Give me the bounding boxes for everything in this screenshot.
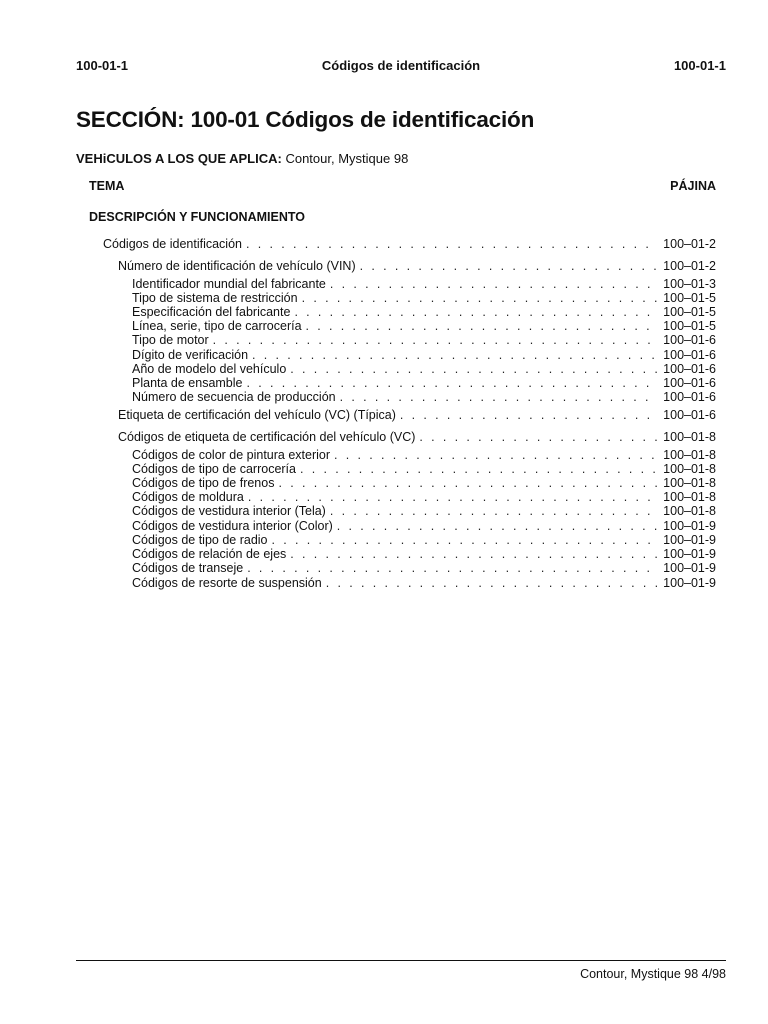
toc-entry-page: 100–01-6 — [663, 333, 716, 347]
toc-entry[interactable] — [132, 533, 716, 547]
toc-entry[interactable] — [132, 291, 716, 305]
toc-entry-page: 100–01-9 — [663, 576, 716, 590]
toc-entry[interactable] — [132, 490, 716, 504]
toc-dot-leader — [290, 547, 657, 561]
toc-entry-title: Códigos de transeje — [132, 561, 244, 575]
toc-dot-leader — [247, 376, 658, 390]
toc-entry-page: 100–01-5 — [663, 291, 716, 305]
toc-entry[interactable] — [132, 376, 716, 390]
toc-section-heading: DESCRIPCIÓN Y FUNCIONAMIENTO — [89, 210, 305, 224]
toc-entry-page: 100–01-6 — [663, 408, 716, 422]
toc-entry-page: 100–01-8 — [663, 490, 716, 504]
toc-entry-title: Códigos de identificación — [103, 237, 242, 251]
toc-dot-leader — [272, 533, 658, 547]
toc-entry-title: Códigos de etiqueta de certificación del vehículo (VC) — [118, 430, 416, 444]
toc-entry-page: 100–01-6 — [663, 376, 716, 390]
toc-entry-title: Año de modelo del vehículo — [132, 362, 287, 376]
toc-entry-title: Códigos de relación de ejes — [132, 547, 287, 561]
toc-entry[interactable] — [132, 305, 716, 319]
toc-entry-page: 100–01-8 — [663, 448, 716, 462]
toc-entry-page: 100–01-6 — [663, 348, 716, 362]
toc-dot-leader — [247, 561, 657, 575]
toc-entry-title: Número de identificación de vehículo (VIN) — [118, 259, 356, 273]
toc-entry-page: 100–01-5 — [663, 319, 716, 333]
toc-entry-title: Códigos de color de pintura exterior — [132, 448, 331, 462]
toc-dot-leader — [213, 333, 658, 347]
toc-dot-leader — [330, 277, 657, 291]
toc-entry-title: Códigos de tipo de frenos — [132, 476, 275, 490]
toc-entry[interactable] — [132, 561, 716, 575]
toc-entry-title: Etiqueta de certificación del vehículo (VC) (Típica) — [118, 408, 396, 422]
toc-dot-leader — [337, 519, 657, 533]
toc-entry[interactable] — [132, 348, 716, 362]
toc-entry[interactable] — [132, 576, 716, 590]
toc-entry-page: 100–01-6 — [663, 362, 716, 376]
toc-entry-page: 100–01-8 — [663, 504, 716, 518]
toc-entry-title: Tipo de sistema de restricción — [132, 291, 298, 305]
toc-entry-title: Códigos de resorte de suspensión — [132, 576, 322, 590]
toc-entry-page: 100–01-2 — [663, 237, 716, 251]
toc-entry[interactable] — [132, 333, 716, 347]
toc-dot-leader — [302, 291, 658, 305]
toc-entry[interactable] — [132, 448, 716, 462]
toc-entry-title: Identificador mundial del fabricante — [132, 277, 326, 291]
toc-entry[interactable] — [118, 259, 716, 273]
toc-entry-page: 100–01-9 — [663, 519, 716, 533]
applicable-vehicles — [76, 151, 408, 166]
toc-entry[interactable] — [103, 237, 716, 251]
toc-entry[interactable] — [132, 362, 716, 376]
toc-entry[interactable] — [118, 430, 716, 444]
toc-entry-title: Códigos de tipo de radio — [132, 533, 268, 547]
toc-entry-page: 100–01-9 — [663, 561, 716, 575]
toc-entry-title: Códigos de vestidura interior (Tela) — [132, 504, 326, 518]
toc-dot-leader — [326, 576, 657, 590]
toc-entry[interactable] — [132, 319, 716, 333]
page-column-heading: PÁJINA — [670, 179, 716, 193]
toc-dot-leader — [290, 362, 657, 376]
header-section-number-right: 100-01-1 — [673, 58, 726, 73]
toc-dot-leader — [246, 237, 657, 251]
toc-dot-leader — [306, 319, 658, 333]
toc-entry[interactable] — [132, 390, 716, 404]
toc-entry-page: 100–01-9 — [663, 533, 716, 547]
toc-entry[interactable] — [132, 462, 716, 476]
toc-entry-page: 100–01-5 — [663, 305, 716, 319]
toc-entry-page: 100–01-8 — [663, 476, 716, 490]
toc-entry-title: Tipo de motor — [132, 333, 209, 347]
toc-entry-title: Códigos de tipo de carrocería — [132, 462, 296, 476]
toc-dot-leader — [330, 504, 657, 518]
toc-entry-title: Planta de ensamble — [132, 376, 243, 390]
toc-entry-page: 100–01-9 — [663, 547, 716, 561]
toc-entry-page: 100–01-8 — [663, 462, 716, 476]
footer-divider — [76, 960, 726, 961]
toc-entry-page: 100–01-3 — [663, 277, 716, 291]
toc-entry[interactable] — [132, 504, 716, 518]
toc-entry-page: 100–01-6 — [663, 390, 716, 404]
header-section-title: Códigos de identificación — [321, 58, 481, 73]
toc-dot-leader — [419, 430, 657, 444]
topic-column-heading: TEMA — [89, 179, 125, 193]
toc-dot-leader — [360, 259, 658, 273]
toc-entry-title: Línea, serie, tipo de carrocería — [132, 319, 302, 333]
toc-entry-page: 100–01-2 — [663, 259, 716, 273]
header-section-number-left: 100-01-1 — [76, 58, 129, 73]
toc-entry[interactable] — [118, 408, 716, 422]
toc-entry-title: Especificación del fabricante — [132, 305, 291, 319]
toc-entry-title: Códigos de moldura — [132, 490, 244, 504]
toc-dot-leader — [400, 408, 657, 422]
applicable-vehicles-label: VEHiCULOS A LOS QUE APLICA: — [76, 151, 282, 166]
toc-dot-leader — [300, 462, 657, 476]
toc-entry-page: 100–01-8 — [663, 430, 716, 444]
toc-dot-leader — [294, 305, 657, 319]
page-footer: Contour, Mystique 98 4/98 — [580, 967, 726, 981]
toc-entry[interactable] — [132, 519, 716, 533]
toc-entry[interactable] — [132, 277, 716, 291]
toc-dot-leader — [252, 348, 657, 362]
page-title: SECCIÓN: 100-01 Códigos de identificación — [76, 107, 535, 132]
toc-entry-title: Códigos de vestidura interior (Color) — [132, 519, 333, 533]
toc-entry-title: Número de secuencia de producción — [132, 390, 336, 404]
toc-entry[interactable] — [132, 476, 716, 490]
toc-dot-leader — [248, 490, 657, 504]
toc-dot-leader — [340, 390, 658, 404]
toc-entry[interactable] — [132, 547, 716, 561]
toc-entry-title: Dígito de verificación — [132, 348, 249, 362]
applicable-vehicles-value: Contour, Mystique 98 — [281, 151, 409, 166]
toc-dot-leader — [334, 448, 657, 462]
toc-dot-leader — [278, 476, 657, 490]
